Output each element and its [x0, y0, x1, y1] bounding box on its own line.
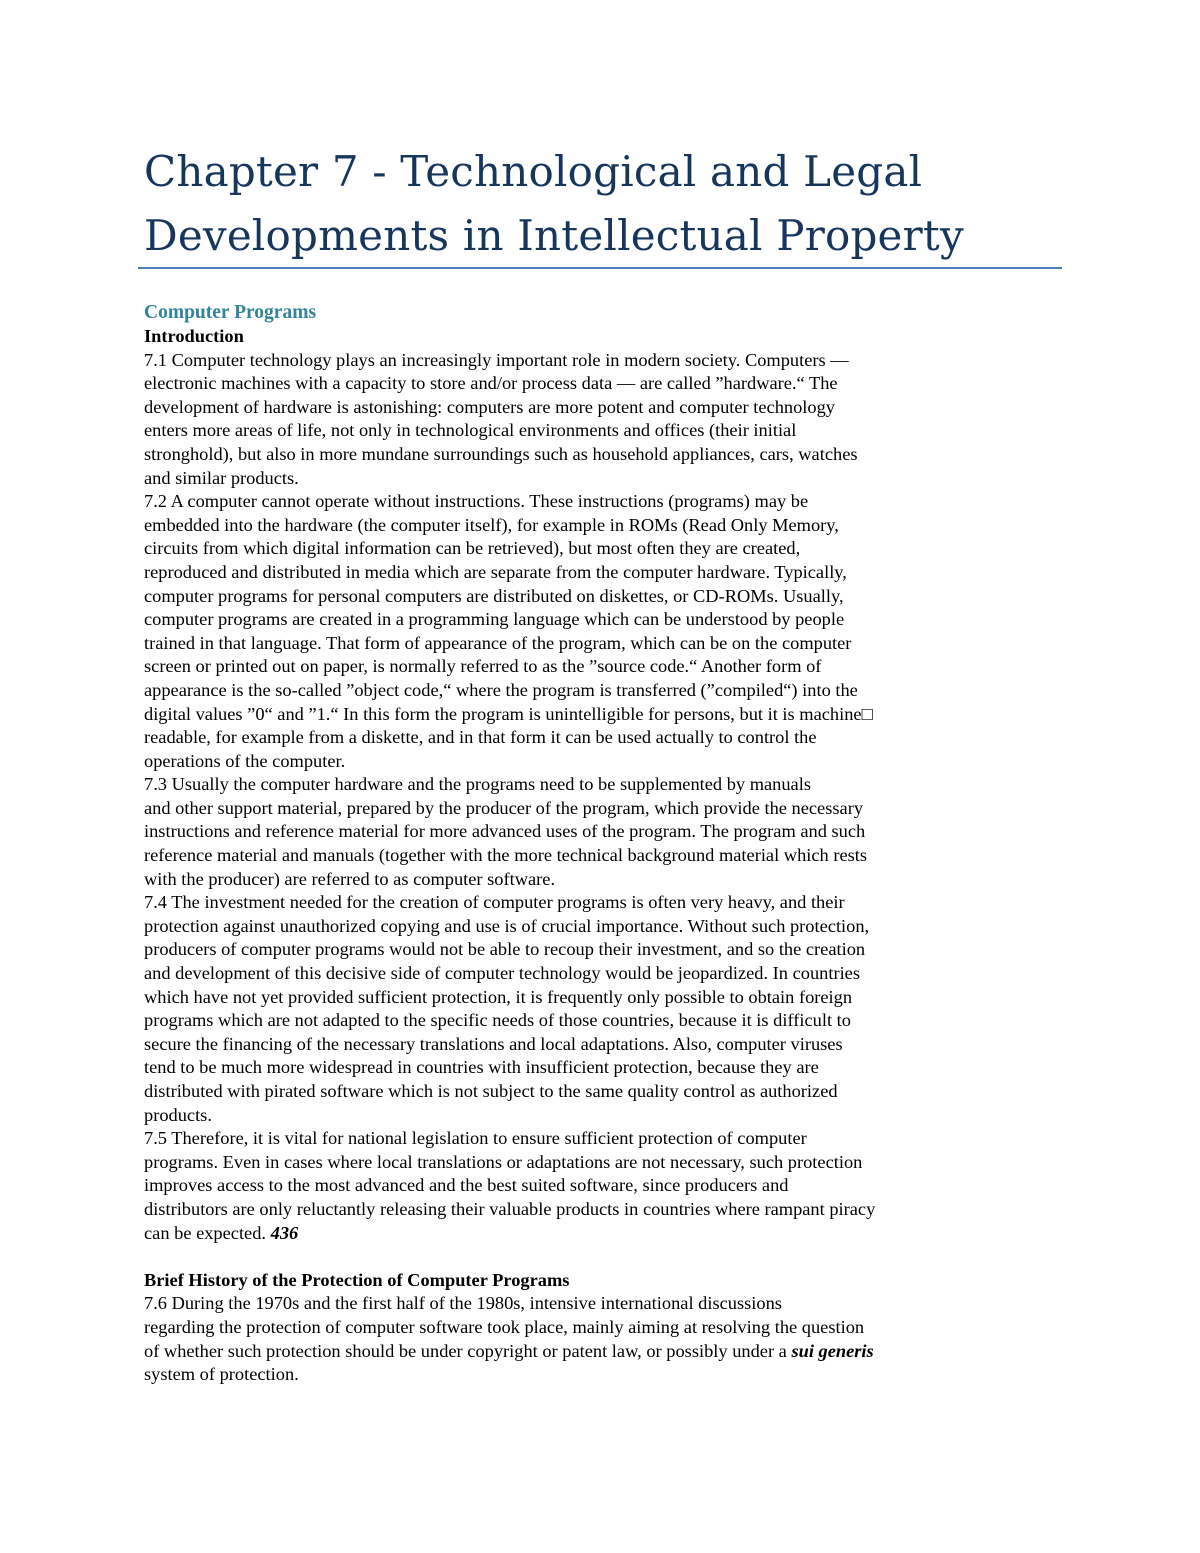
paragraph-line: 7.3 Usually the computer hardware and the programs need to be supplemented by manuals [144, 774, 811, 795]
paragraph-line: programs which are not adapted to the specific needs of those countries, because it is difficult to [144, 1010, 851, 1031]
paragraph-line: regarding the protection of computer software took place, mainly aiming at resolving the question [144, 1316, 865, 1337]
paragraph-line: distributed with pirated software which is not subject to the same quality control as authorized [144, 1081, 838, 1101]
paragraph-line: producers of computer programs would not be able to recoup their investment, and so the creation [144, 939, 866, 960]
paragraph-line [144, 1222, 1064, 1246]
subheading-history: Brief History of the Protection of Computer Programs [144, 1269, 570, 1290]
paragraph-line: enters more areas of life, not only in technological environments and offices (their initial [144, 420, 797, 441]
page-reference: 436 [270, 1222, 299, 1243]
section-heading: Computer Programs [144, 302, 317, 323]
paragraph-line: 7.4 The investment needed for the creation of computer programs is often very heavy, and their [144, 892, 845, 913]
chapter-title-line-1: Chapter 7 - Technological and Legal [144, 147, 923, 196]
paragraph-line: 7.2 A computer cannot operate without instructions. These instructions (programs) may be [144, 491, 809, 512]
subheading-introduction: Introduction [144, 326, 244, 346]
paragraph-line: reproduced and distributed in media which are separate from the computer hardware. Typically, [144, 561, 847, 582]
paragraph-line: circuits from which digital information can be retrieved), but most often they are created, [144, 538, 801, 559]
paragraph-line: electronic machines with a capacity to store and/or process data — are called ”hardware.“ The [144, 373, 838, 394]
paragraph-line: and development of this decisive side of computer technology would be jeopardized. In countries [144, 963, 861, 984]
paragraph-line: and similar products. [144, 467, 299, 488]
history-paragraphs [144, 1292, 1064, 1339]
paragraph-line: reference material and manuals (together with the more technical background material which rests [144, 845, 868, 866]
paragraph-text: of whether such protection should be under copyright or patent law, or possibly under a [144, 1340, 787, 1361]
paragraph-line: protection against unauthorized copying and use is of crucial importance. Without such protection, [144, 915, 870, 936]
paragraph-line: operations of the computer. [144, 750, 346, 771]
title-underline-rule [138, 267, 1062, 269]
paragraph-line: which have not yet provided sufficient protection, it is frequently only possible to obtain foreign [144, 986, 853, 1007]
paragraph-line: computer programs are created in a programming language which can be understood by people [144, 609, 845, 630]
chapter-title-line-2: Developments in Intellectual Property [144, 211, 964, 260]
paragraph-line: 7.6 During the 1970s and the first half of the 1980s, intensive international discussions [144, 1293, 782, 1314]
paragraph-line: with the producer) are referred to as computer software. [144, 868, 556, 889]
paragraph-line: and other support material, prepared by the producer of the program, which provide the necessary [144, 797, 864, 818]
paragraph-line: system of protection. [144, 1364, 299, 1385]
paragraph-line: embedded into the hardware (the computer itself), for example in ROMs (Read Only Memory, [144, 514, 839, 535]
paragraph-line: trained in that language. That form of appearance of the program, which can be on the computer [144, 632, 852, 653]
paragraph-line: products. [144, 1104, 212, 1125]
paragraph-line: 7.1 Computer technology plays an increasingly important role in modern society. Computers — [144, 349, 849, 370]
document-body [144, 301, 1064, 1387]
paragraph-line: development of hardware is astonishing: computers are more potent and computer technology [144, 396, 835, 417]
italic-term: sui generis [791, 1340, 874, 1361]
paragraph-line: appearance is the so-called ”object code,“ where the program is transferred (”compiled“) into the [144, 679, 858, 700]
chapter-title [144, 140, 1062, 268]
introduction-paragraphs [144, 349, 1064, 1222]
paragraph-line: 7.5 Therefore, it is vital for national legislation to ensure sufficient protection of computer [144, 1128, 807, 1149]
paragraph-line: improves access to the most advanced and the best suited software, since producers and [144, 1175, 789, 1196]
paragraph-line: programs. Even in cases where local translations or adaptations are not necessary, such protection [144, 1151, 863, 1172]
paragraph-line: screen or printed out on paper, is normally referred to as the ”source code.“ Another form of [144, 656, 822, 677]
paragraph-line [144, 1340, 1064, 1364]
paragraph-line: computer programs for personal computers are distributed on diskettes, or CD-ROMs. Usually, [144, 585, 844, 606]
paragraph-line: distributors are only reluctantly releasing their valuable products in countries where rampant piracy [144, 1198, 876, 1219]
paragraph-line: readable, for example from a diskette, and in that form it can be used actually to control the [144, 727, 817, 748]
paragraph-line: stronghold), but also in more mundane surroundings such as household appliances, cars, watches [144, 443, 858, 464]
paragraph-line: tend to be much more widespread in countries with insufficient protection, because they are [144, 1057, 819, 1078]
paragraph-line: instructions and reference material for more advanced uses of the program. The program and such [144, 821, 866, 842]
paragraph-text: can be expected. [144, 1222, 267, 1243]
paragraph-line: secure the financing of the necessary translations and local adaptations. Also, computer viruses [144, 1033, 843, 1054]
paragraph-gap [144, 1245, 1064, 1269]
paragraph-line: digital values ”0“ and ”1.“ In this form the program is unintelligible for persons, but it is machine□ [144, 703, 873, 724]
